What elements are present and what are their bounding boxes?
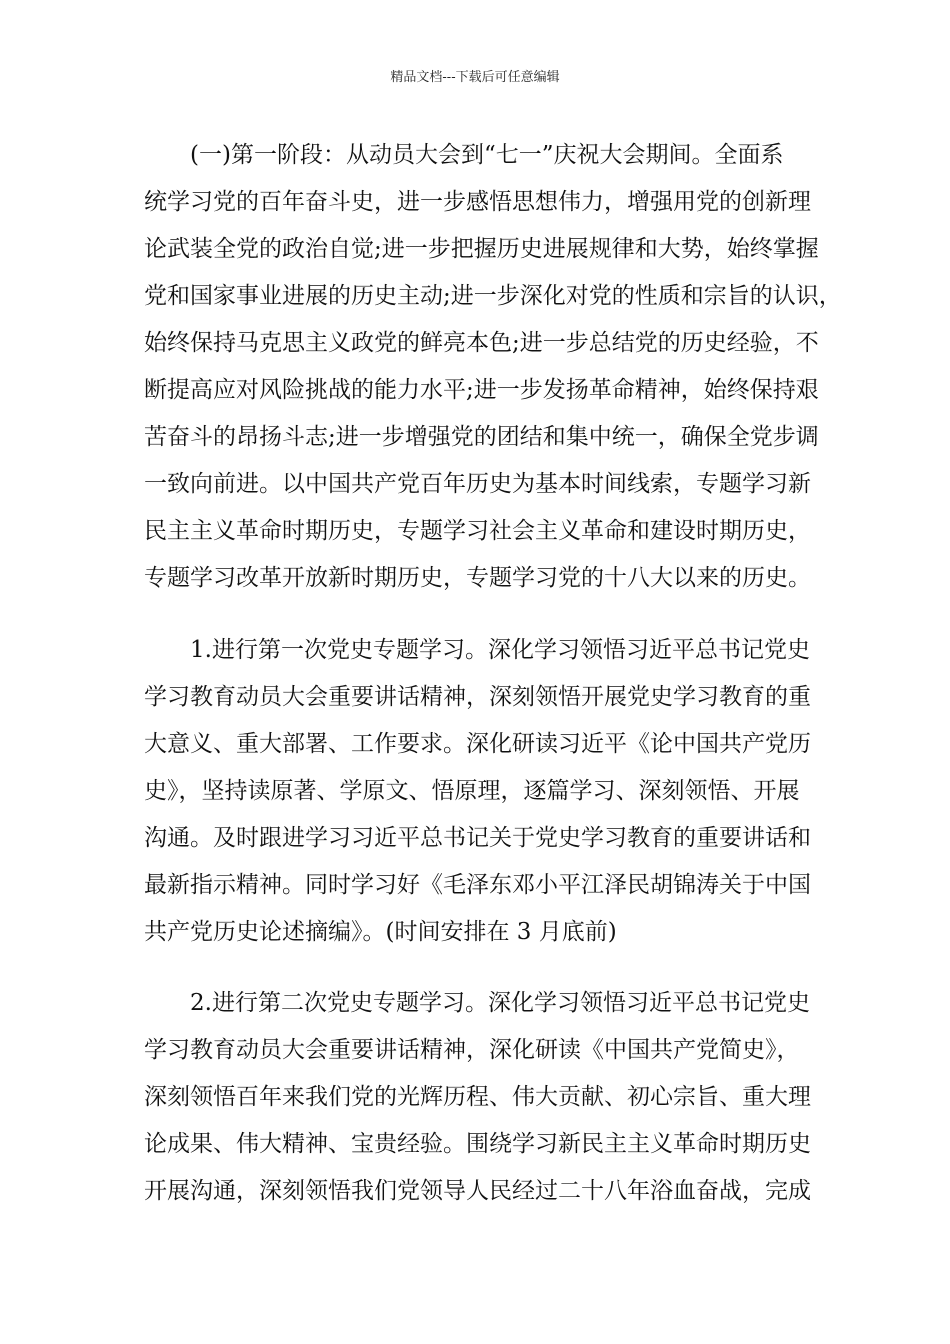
paragraph-line: 1.进行第一次党史专题学习。深化学习领悟习近平总书记党史 (190, 637, 810, 663)
paragraph-line: 学习教育动员大会重要讲话精神，深刻领悟开展党史学习教育的重 (144, 684, 811, 710)
paragraph-line: 共产党历史论述摘编》。(时间安排在 3 月底前) (144, 919, 617, 945)
paragraph-line: 论成果、伟大精神、宝贵经验。围绕学习新民主主义革命时期历史 (144, 1131, 811, 1157)
paragraph-line: 始终保持马克思主义政党的鲜亮本色;进一步总结党的历史经验，不 (144, 330, 819, 356)
paragraph-line: 沟通。及时跟进学习习近平总书记关于党史学习教育的重要讲话和 (144, 825, 811, 851)
paragraph-line: 史》，坚持读原著、学原文、悟原理，逐篇学习、深刻领悟、开展 (144, 778, 800, 804)
paragraph-line: 论武装全党的政治自觉;进一步把握历史进展规律和大势，始终掌握 (144, 236, 819, 262)
paragraph-line: 断提高应对风险挑战的能力水平;进一步发扬革命精神，始终保持艰 (144, 377, 819, 403)
paragraph-line: 深刻领悟百年来我们党的光辉历程、伟大贡献、初心宗旨、重大理 (144, 1084, 811, 1110)
paragraph-line: 党和国家事业进展的历史主动;进一步深化对党的性质和宗旨的认识， (144, 283, 842, 309)
paragraph-line: 苦奋斗的昂扬斗志;进一步增强党的团结和集中统一，确保全党步调 (144, 424, 819, 450)
paragraph-line: 专题学习改革开放新时期历史，专题学习党的十八大以来的历史。 (144, 565, 811, 591)
paragraph-line: 2.进行第二次党史专题学习。深化学习领悟习近平总书记党史 (190, 990, 810, 1016)
paragraph-line: 开展沟通，深刻领悟我们党领导人民经过二十八年浴血奋战，完成 (144, 1178, 811, 1204)
paragraph-line: 大意义、重大部署、工作要求。深化研读习近平《论中国共产党历 (144, 731, 811, 757)
paragraph-line: 民主主义革命时期历史，专题学习社会主义革命和建设时期历史， (144, 518, 811, 544)
paragraph-line: 学习教育动员大会重要讲话精神，深化研读《中国共产党简史》， (144, 1037, 800, 1063)
paragraph-line: (一)第一阶段：从动员大会到“七一”庆祝大会期间。全面系 (190, 142, 784, 168)
paragraph-line: 一致向前进。以中国共产党百年历史为基本时间线索，专题学习新 (144, 471, 811, 497)
paragraph-line: 最新指示精神。同时学习好《毛泽东邓小平江泽民胡锦涛关于中国 (144, 872, 811, 898)
page-header: 精品文档---下载后可任意编辑 (390, 70, 560, 85)
paragraph-line: 统学习党的百年奋斗史，进一步感悟思想伟力，增强用党的创新理 (144, 189, 811, 215)
